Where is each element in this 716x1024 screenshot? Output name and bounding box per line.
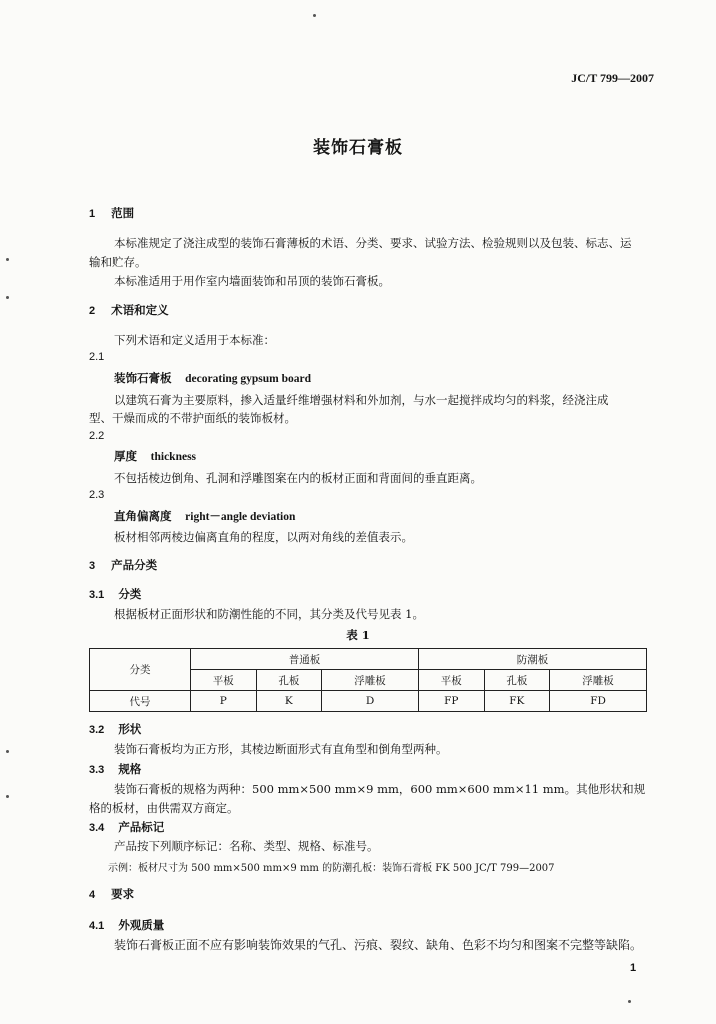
term-en: decorating gypsum board <box>185 373 312 385</box>
table-group-header: 普通板 <box>191 649 419 670</box>
clause-title: 形状 <box>118 722 142 736</box>
clause-number: 2.2 <box>89 430 105 442</box>
paragraph-line: 本标准规定了浇注成型的装饰石膏薄板的术语、分类、要求、试验方法、检验规则以及包装、标志、运 <box>114 236 632 250</box>
paragraph-line: 板材相邻两棱边偏离直角的程度，以两对角线的差值表示。 <box>114 530 413 544</box>
table-sub-header: 浮雕板 <box>550 670 647 691</box>
table-row-label: 代号 <box>90 691 191 712</box>
term-en: right－angle deviation <box>185 511 296 523</box>
scan-speck <box>628 1000 631 1003</box>
paragraph-line: 不包括棱边倒角、孔洞和浮雕图案在内的板材正面和背面间的垂直距离。 <box>114 471 482 485</box>
paragraph-line: 格的板材，由供需双方商定。 <box>89 801 239 815</box>
clause-number: 4.1 <box>89 920 105 932</box>
paragraph-line: 装饰石膏板正面不应有影响装饰效果的气孔、污痕、裂纹、缺角、色彩不均匀和图案不完整等缺陷。 <box>114 938 643 952</box>
term-line <box>114 448 196 465</box>
table-cell: FP <box>418 691 484 712</box>
document-code: JC/T 799—2007 <box>571 71 654 85</box>
section-number: 4 <box>89 889 96 901</box>
clause-number: 3.4 <box>89 822 105 834</box>
section-4-heading <box>89 886 134 902</box>
term-cn: 直角偏离度 <box>114 509 172 523</box>
clause-title: 产品标记 <box>118 820 165 834</box>
clause-number: 3.3 <box>89 764 105 776</box>
section-1-heading <box>89 205 134 221</box>
scan-speck <box>6 296 9 299</box>
clause-number: 3.2 <box>89 724 105 736</box>
section-title: 术语和定义 <box>111 303 169 317</box>
section-3-heading <box>89 557 157 573</box>
classification-table <box>89 648 647 712</box>
clause-3-2-heading <box>89 721 141 737</box>
section-number: 3 <box>89 560 96 572</box>
table-group-header: 防潮板 <box>418 649 646 670</box>
table-sub-header: 平板 <box>191 670 257 691</box>
scan-speck <box>6 750 9 753</box>
table-cell: K <box>256 691 322 712</box>
paragraph-line: 以建筑石膏为主要原料，掺入适量纤维增强材料和外加剂，与水一起搅拌成均匀的料浆，经浇注成 <box>114 393 609 407</box>
paragraph-line: 装饰石膏板的规格为两种：500 mm×500 mm×9 mm，600 mm×600 mm×11 mm。其他形状和规 <box>114 782 646 796</box>
paragraph-line: 产品按下列顺序标记：名称、类型、规格、标准号。 <box>114 839 379 853</box>
table-caption: 表 1 <box>346 628 370 642</box>
paragraph-line: 本标准适用于用作室内墙面装饰和吊顶的装饰石膏板。 <box>114 274 390 288</box>
clause-number: 2.3 <box>89 489 105 501</box>
example-line: 示例：板材尺寸为 500 mm×500 mm×9 mm 的防潮孔板：装饰石膏板 FK 500 JC/T 799—2007 <box>108 863 555 874</box>
clause-title: 外观质量 <box>118 918 165 932</box>
table-sub-header: 孔板 <box>256 670 322 691</box>
clause-3-3-heading <box>89 761 141 777</box>
table-cell: FK <box>484 691 550 712</box>
scan-speck <box>6 795 9 798</box>
term-line <box>114 508 295 525</box>
clause-title: 规格 <box>118 762 142 776</box>
term-cn: 厚度 <box>114 449 137 463</box>
section-number: 2 <box>89 305 96 317</box>
section-title: 产品分类 <box>111 558 158 572</box>
term-en: thickness <box>150 451 197 463</box>
scan-speck <box>6 258 9 261</box>
clause-number: 2.1 <box>89 351 105 363</box>
clause-4-1-heading <box>89 917 164 933</box>
table-cell: D <box>322 691 419 712</box>
page-number: 1 <box>630 962 637 974</box>
table-sub-header: 浮雕板 <box>322 670 419 691</box>
section-number: 1 <box>89 208 96 220</box>
clause-3-1-heading <box>89 586 141 602</box>
paragraph-line: 型、干燥而成的不带护面纸的装饰板材。 <box>89 411 296 425</box>
scan-speck <box>313 14 316 17</box>
paragraph-line: 根据板材正面形状和防潮性能的不同，其分类及代号见表 1。 <box>114 607 424 621</box>
table-sub-header: 孔板 <box>484 670 550 691</box>
paragraph-line: 装饰石膏板均为正方形，其棱边断面形式有直角型和倒角型两种。 <box>114 742 448 756</box>
section-2-heading <box>89 302 169 318</box>
clause-3-4-heading <box>89 819 164 835</box>
table-sub-header: 平板 <box>418 670 484 691</box>
page-title: 装饰石膏板 <box>313 138 403 158</box>
section-title: 要求 <box>111 887 135 901</box>
clause-title: 分类 <box>118 587 142 601</box>
clause-number: 3.1 <box>89 589 105 601</box>
term-cn: 装饰石膏板 <box>114 371 172 385</box>
table-header-cell: 分类 <box>90 649 191 691</box>
table-cell: FD <box>550 691 647 712</box>
table-cell: P <box>191 691 257 712</box>
term-line <box>114 370 311 387</box>
paragraph-line: 输和贮存。 <box>89 255 147 269</box>
paragraph-line: 下列术语和定义适用于本标准： <box>114 333 275 347</box>
section-title: 范围 <box>111 206 135 220</box>
